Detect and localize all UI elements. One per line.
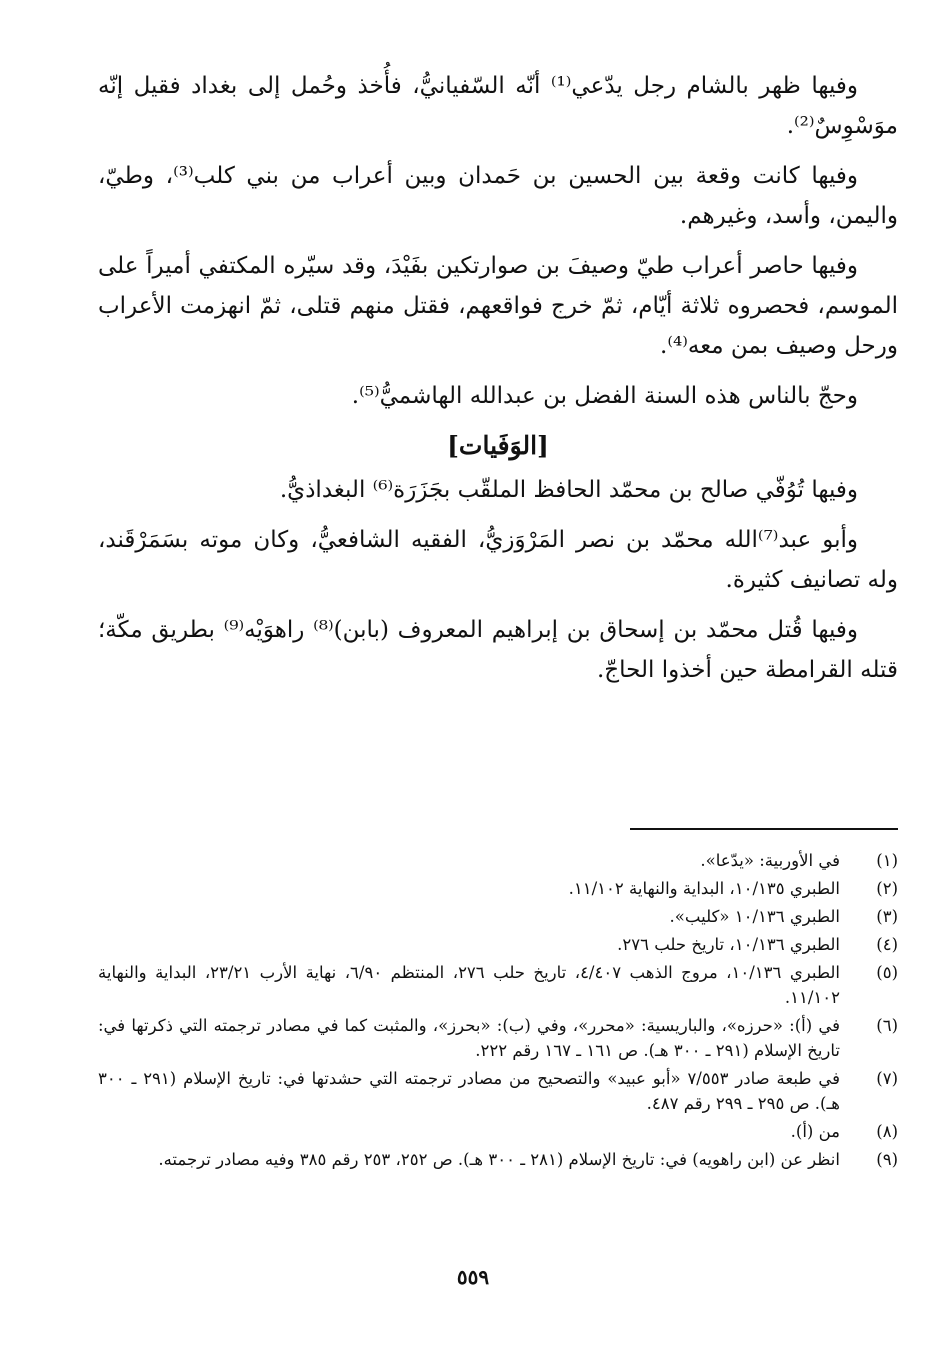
footnote-text: من (أ). [790,1122,840,1141]
footnote-text: الطبري ١٠/١٣٦، تاريخ حلب ٢٧٦. [617,935,840,954]
footnote-text: في الأوربية: «يدّعا». [700,851,840,870]
section-heading: [الوَفَيات] [447,431,549,460]
footnote-number: (٩) [876,1150,898,1169]
paragraph: وحجّ بالناس هذه السنة الفضل بن عبدالله الهاشميُّ⁽⁵⁾. [351,383,858,409]
footnote-number: (٧) [876,1069,898,1088]
footnote [98,876,898,901]
footnote [98,1119,898,1144]
footnote [98,1013,898,1063]
paragraph: وفيها ظهر بالشام رجل يدّعي⁽¹⁾ أنّه السّفيانيُّ، فأُخذ وحُمل إلى بغداد فقيل إنّه موَسْوِسٌ⁽²⁾. [98,73,898,139]
footnote-text: الطبري ١٠/١٣٦ «كليب». [669,907,840,926]
page-number: ٥٥٩ [456,1265,490,1289]
paragraph: وفيها حاصر أعراب طيّ وصيفَ بن صوارتكين بفَيْدَ، وقد سيّره المكتفي أميراً على الموسم، فحصروه ثلاثة أيّام، ثمّ خرج فواقعهم، فقتل منهم قتلى، ثمّ انهزمت الأعراب ورحل وصيف بمن معه⁽⁴⁾. [98,253,898,359]
footnote-text: في طبعة صادر ٧/٥٥٣ «أبو عبيد» والتصحيح من مصادر ترجمته التي حشدتها في: تاريخ الإسلام (٢٩١ ـ ٣٠٠ هـ). ص ٢٩٥ ـ ٢٩٩ رقم ٤٨٧. [98,1069,840,1113]
footnote-text: الطبري ١٠/١٣٦، مروج الذهب ٤/٤٠٧، تاريخ حلب ٢٧٦، المنتظم ٦/٩٠، نهاية الأرب ٢٣/٢١، البداية والنهاية ١١/١٠٢. [98,963,840,1007]
footnote [98,960,898,1010]
paragraph: وأبو عبد⁽⁷⁾الله محمّد بن نصر المَرْوَزيُّ، الفقيه الشافعيُّ، وكان موته بسَمَرْقَند، وله تصانيف كثيرة. [98,527,898,593]
footnote-text: في (أ): «حرزه»، والباريسية: «محرر»، وفي (ب): «بحرز»، والمثبت كما في مصادر ترجمته التي ذكرتها في: تاريخ الإسلام (٢٩١ ـ ٣٠٠ هـ). ص ١٦١ ـ ١٦٧ رقم ٢٢٢. [98,1016,840,1060]
footnote [98,932,898,957]
footnote-number: (٢) [876,879,898,898]
paragraph: وفيها قُتل محمّد بن إسحاق بن إبراهيم المعروف (بابن)⁽⁸⁾ راهوَيْه⁽⁹⁾ بطريق مكّة؛ قتله القرامطة حين أخذوا الحاجّ. [98,617,898,683]
main-text [98,66,898,700]
footnote-separator [630,828,898,830]
footnote-number: (٥) [876,963,898,982]
footnote-number: (٦) [876,1016,898,1035]
footnote-number: (١) [876,851,898,870]
footnote [98,1066,898,1116]
footnote [98,848,898,873]
footnote-number: (٣) [876,907,898,926]
footnote-number: (٤) [876,935,898,954]
footnote [98,1147,898,1172]
footnote-text: الطبري ١٠/١٣٥، البداية والنهاية ١١/١٠٢. [568,879,840,898]
footnote-number: (٨) [876,1122,898,1141]
paragraph: وفيها كانت وقعة بين الحسين بن حَمدان وبين أعراب من بني كلب⁽³⁾، وطيّ، واليمن، وأسد، وغيرهم. [98,163,898,229]
footnote-text: انظر عن (ابن راهويه) في: تاريخ الإسلام (٢٨١ ـ ٣٠٠ هـ). ص ٢٥٢، ٢٥٣ رقم ٣٨٥ وفيه مصادر ترجمته. [158,1150,840,1169]
footnotes [98,848,898,1175]
footnote [98,904,898,929]
paragraph: وفيها تُوُفّي صالح بن محمّد الحافظ الملقّب بجَزَرَة⁽⁶⁾ البغداذيُّ. [279,477,858,503]
